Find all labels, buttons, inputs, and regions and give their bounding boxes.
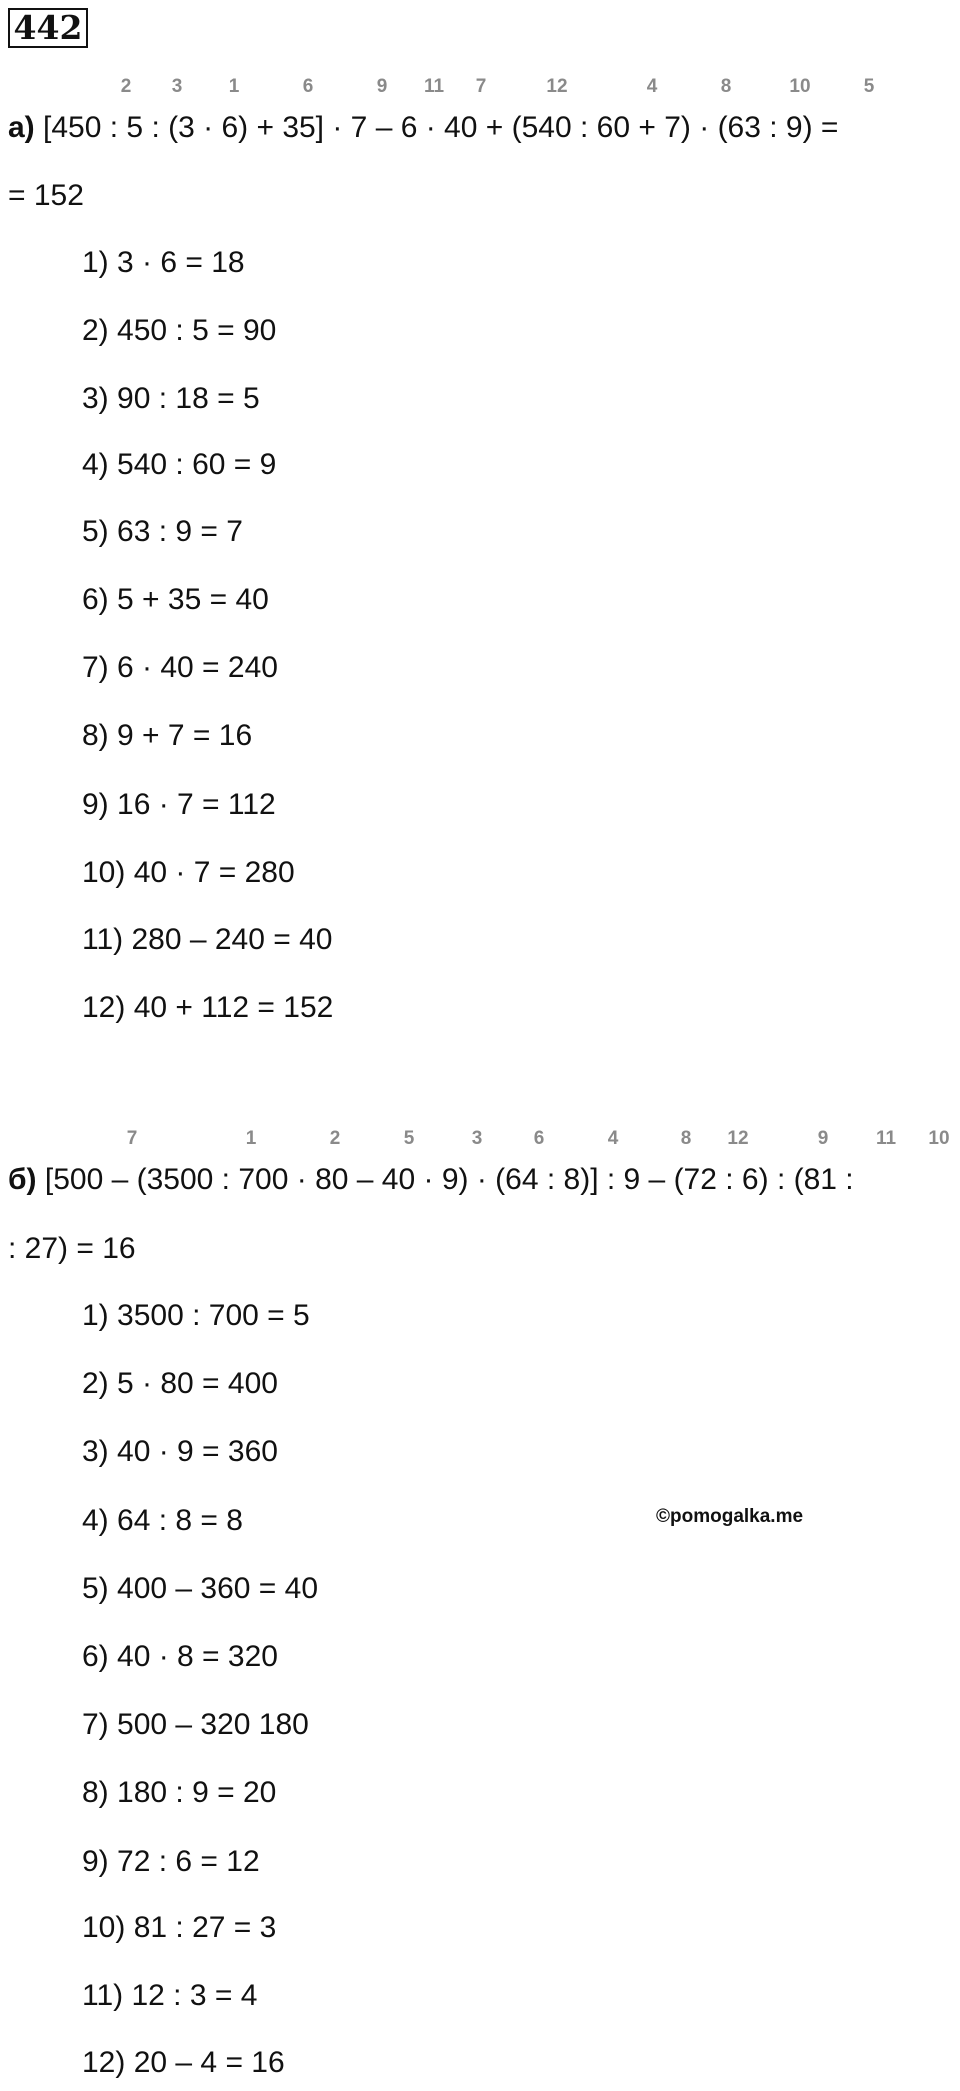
part-a-result: = 152: [8, 179, 84, 212]
order-mark: 7: [475, 76, 487, 97]
task-number-box: [8, 8, 88, 48]
part-b-step: 2) 5 · 80 = 400: [82, 1367, 278, 1400]
order-mark: 8: [680, 1128, 692, 1149]
part-a-step: 11) 280 – 240 = 40: [82, 923, 333, 956]
part-a-step: 9) 16 · 7 = 112: [82, 788, 276, 821]
order-mark: 12: [727, 1128, 749, 1149]
order-mark: 10: [928, 1128, 950, 1149]
part-b-step: 6) 40 · 8 = 320: [82, 1640, 278, 1673]
part-b-step: 3) 40 · 9 = 360: [82, 1435, 278, 1468]
part-a-step: 5) 63 : 9 = 7: [82, 515, 243, 548]
part-b-step: 10) 81 : 27 = 3: [82, 1911, 277, 1944]
order-mark: 6: [533, 1128, 545, 1149]
watermark: ©pomogalka.me: [656, 1506, 804, 1527]
order-mark: 3: [171, 76, 183, 97]
part-a-step: 7) 6 · 40 = 240: [82, 651, 278, 684]
order-mark: 7: [126, 1128, 138, 1149]
order-mark: 5: [863, 76, 875, 97]
part-b-step: 12) 20 – 4 = 16: [82, 2046, 285, 2079]
order-mark: 9: [817, 1128, 829, 1149]
part-a-expression: [450 : 5 : (3 · 6) + 35] · 7 – 6 · 40 + (540 : 60 + 7) · (63 : 9) =: [43, 111, 839, 144]
part-b-label: б): [8, 1163, 37, 1196]
part-b-step: 8) 180 : 9 = 20: [82, 1776, 277, 1809]
part-a-step: 4) 540 : 60 = 9: [82, 448, 277, 481]
part-a-step: 6) 5 + 35 = 40: [82, 583, 269, 616]
order-mark: 3: [471, 1128, 483, 1149]
part-a-step: 1) 3 · 6 = 18: [82, 246, 245, 279]
order-mark: 12: [546, 76, 568, 97]
part-b-step: 11) 12 : 3 = 4: [82, 1979, 258, 2012]
order-mark: 2: [329, 1128, 341, 1149]
order-mark: 9: [376, 76, 388, 97]
part-b-step: 7) 500 – 320 180: [82, 1708, 309, 1741]
order-mark: 11: [875, 1128, 897, 1149]
part-a-step: 10) 40 · 7 = 280: [82, 856, 295, 889]
order-mark: 4: [646, 76, 658, 97]
order-mark: 1: [228, 76, 240, 97]
order-mark: 10: [789, 76, 811, 97]
order-mark: 2: [120, 76, 132, 97]
order-mark: 1: [245, 1128, 257, 1149]
part-a-step: 3) 90 : 18 = 5: [82, 382, 260, 415]
order-mark: 5: [403, 1128, 415, 1149]
part-a-step: 8) 9 + 7 = 16: [82, 719, 253, 752]
part-b-expression: [500 – (3500 : 700 · 80 – 40 · 9) · (64 : 8)] : 9 – (72 : 6) : (81 :: [44, 1163, 854, 1196]
order-mark: 4: [607, 1128, 619, 1149]
part-b-expression-line: [8, 1162, 854, 1198]
part-b-result: : 27) = 16: [8, 1232, 136, 1265]
part-a-step: 12) 40 + 112 = 152: [82, 991, 334, 1024]
part-b-step: 4) 64 : 8 = 8: [82, 1504, 243, 1537]
order-mark: 11: [423, 76, 445, 97]
order-mark: 8: [720, 76, 732, 97]
part-b-step: 1) 3500 : 700 = 5: [82, 1299, 310, 1332]
part-a-expression-line: [8, 110, 838, 146]
task-number: 442: [13, 8, 83, 47]
part-a-step: 2) 450 : 5 = 90: [82, 314, 277, 347]
part-b-step: 5) 400 – 360 = 40: [82, 1572, 319, 1605]
order-mark: 6: [302, 76, 314, 97]
part-a-label: а): [8, 111, 35, 144]
part-b-step: 9) 72 : 6 = 12: [82, 1845, 260, 1878]
